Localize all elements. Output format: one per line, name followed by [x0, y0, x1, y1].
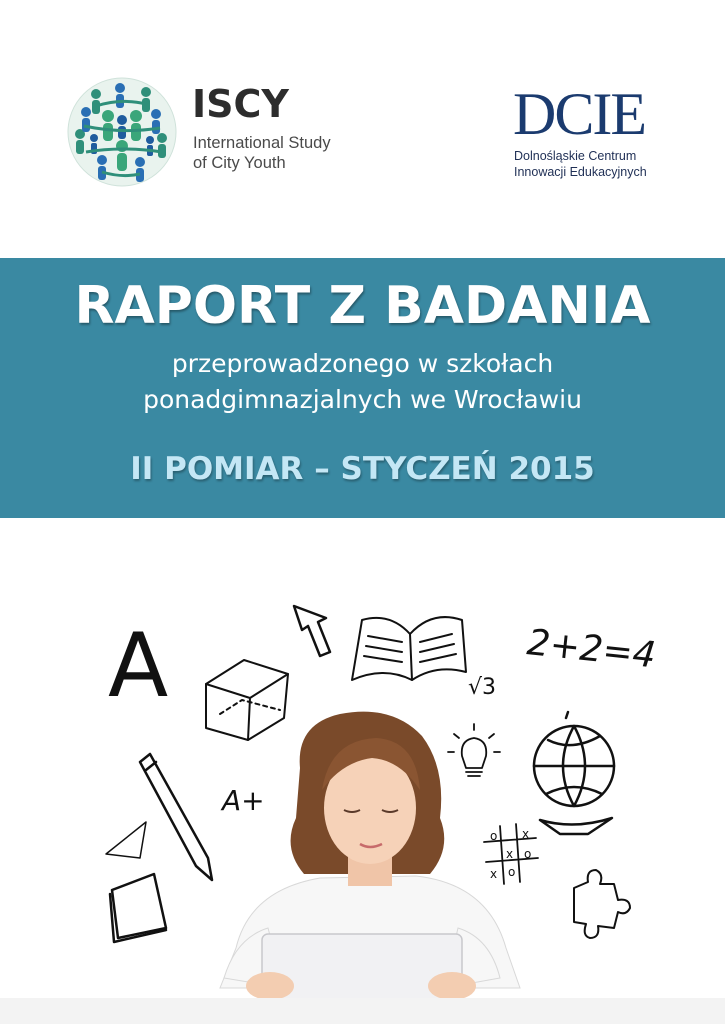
sqrt-doodle: √3	[468, 675, 497, 700]
pencil-doodle	[140, 754, 212, 880]
table-surface	[0, 998, 725, 1024]
ttt-mark-1: o	[490, 829, 498, 843]
cube-doodle	[206, 660, 288, 740]
dcie-subtitle-line2: Innowacji Edukacyjnych	[514, 165, 647, 179]
iscy-subtitle-line1: International Study	[193, 134, 331, 152]
iscy-subtitle-line2: of City Youth	[193, 154, 286, 172]
report-subtitle-line2: ponadgimnazjalnych we Wrocławiu	[143, 385, 582, 414]
globe-of-people-icon	[66, 76, 178, 188]
dcie-subtitle	[514, 148, 647, 180]
dcie-subtitle-line1: Dolnośląskie Centrum	[514, 149, 637, 163]
lightbulb-doodle	[448, 724, 500, 776]
arrow-doodle	[294, 606, 330, 656]
iscy-name: ISCY	[192, 82, 289, 126]
ttt-mark-4: o	[524, 847, 532, 861]
girl-with-tablet-illustration	[0, 518, 725, 1024]
ttt-mark-6: o	[508, 865, 516, 879]
dcie-logo-mark: DCIE	[513, 81, 645, 147]
report-subtitle-line1: przeprowadzonego w szkołach	[171, 349, 554, 378]
globe-doodle	[534, 712, 614, 834]
triangle-doodle	[106, 822, 146, 858]
equation-doodle: 2+2=4	[525, 622, 658, 677]
iscy-subtitle	[193, 133, 331, 173]
letter-a-doodle: A	[108, 614, 169, 717]
puzzle-doodle	[574, 870, 630, 938]
header	[0, 0, 725, 258]
report-subtitle	[0, 346, 725, 418]
ttt-mark-5: x	[490, 867, 498, 881]
ttt-mark-3: x	[506, 847, 514, 861]
a-plus-doodle: A+	[222, 784, 265, 817]
book-doodle	[352, 617, 466, 680]
measurement-date: II POMIAR – STYCZEŃ 2015	[130, 451, 595, 487]
notebook-doodle	[110, 874, 166, 942]
ttt-mark-2: x	[522, 827, 530, 841]
report-title: RAPORT Z BADANIA	[74, 276, 651, 336]
